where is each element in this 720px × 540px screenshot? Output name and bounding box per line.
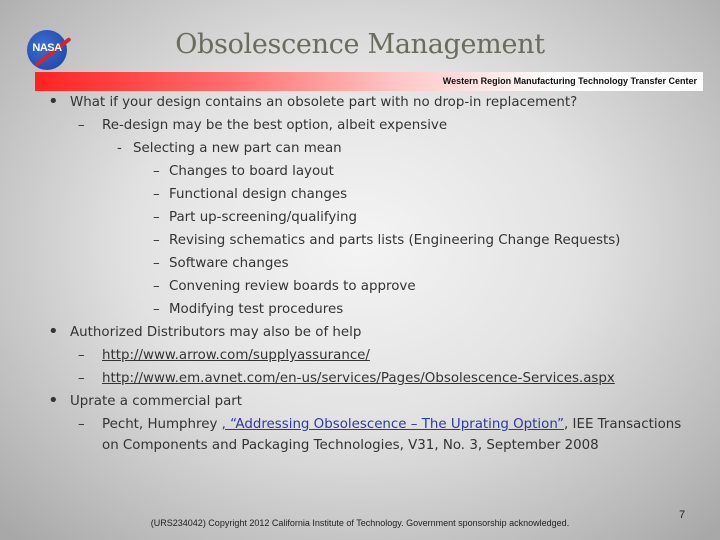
bullet-text: Revising schematics and parts lists (Engineering Change Requests) [169, 233, 621, 248]
bullet-marker: – [153, 164, 160, 179]
bullet-text: Modifying test procedures [169, 302, 344, 317]
page-number: 7 [679, 509, 686, 521]
slide-title: Obsolescence Management [175, 29, 545, 60]
bullet-text: Part up-screening/qualifying [169, 210, 357, 225]
bullet-marker: – [78, 371, 85, 386]
logo-text: NASA [32, 42, 62, 54]
citation-suffix: , IEE Transactions [564, 417, 682, 432]
bullet-marker: - [117, 141, 122, 156]
bullet-link[interactable]: http://www.em.avnet.com/en-us/services/Pages/Obsolescence-Services.aspx [102, 371, 615, 386]
bullet-text: Re-design may be the best option, albeit expensive [102, 118, 448, 133]
header-banner [35, 72, 703, 91]
bullet-marker: – [153, 256, 160, 271]
bullet-text: Convening review boards to approve [169, 279, 416, 294]
citation-line-2: on Components and Packaging Technologies, V31, No. 3, September 2008 [102, 438, 599, 453]
bullet-marker: – [153, 279, 160, 294]
bullet-text: Selecting a new part can mean [133, 141, 342, 156]
bullet-marker: – [153, 210, 160, 225]
bullet-marker: – [78, 118, 85, 133]
citation-item [78, 417, 85, 432]
bullet-text: Functional design changes [169, 187, 348, 202]
bullet-marker: • [48, 91, 59, 112]
bullet-marker: – [153, 233, 160, 248]
footer-copyright: (URS234042) Copyright 2012 California Institute of Technology. Government sponsorship acknowledged. [150, 518, 570, 528]
bullet-link[interactable]: http://www.arrow.com/supplyassurance/ [102, 348, 370, 363]
citation-marker: – [78, 417, 85, 432]
bullet-marker: – [153, 187, 160, 202]
bullet-marker: • [48, 390, 59, 411]
bullet-text: Uprate a commercial part [70, 394, 243, 409]
bullet-marker: • [48, 321, 59, 342]
bullet-marker: – [153, 302, 160, 317]
bullet-text: What if your design contains an obsolete part with no drop-in replacement? [70, 95, 578, 110]
citation-prefix: Pecht, Humphrey [102, 417, 222, 432]
bullet-marker: – [78, 348, 85, 363]
citation-line-1 [102, 417, 681, 432]
citation-link[interactable]: , “Addressing Obsolescence – The Uprating Option” [221, 417, 565, 432]
bullet-text: Changes to board layout [169, 164, 334, 179]
bullet-text: Software changes [169, 256, 289, 271]
banner-text: Western Region Manufacturing Technology Transfer Center [442, 76, 697, 86]
bullet-text: Authorized Distributors may also be of help [70, 325, 362, 340]
